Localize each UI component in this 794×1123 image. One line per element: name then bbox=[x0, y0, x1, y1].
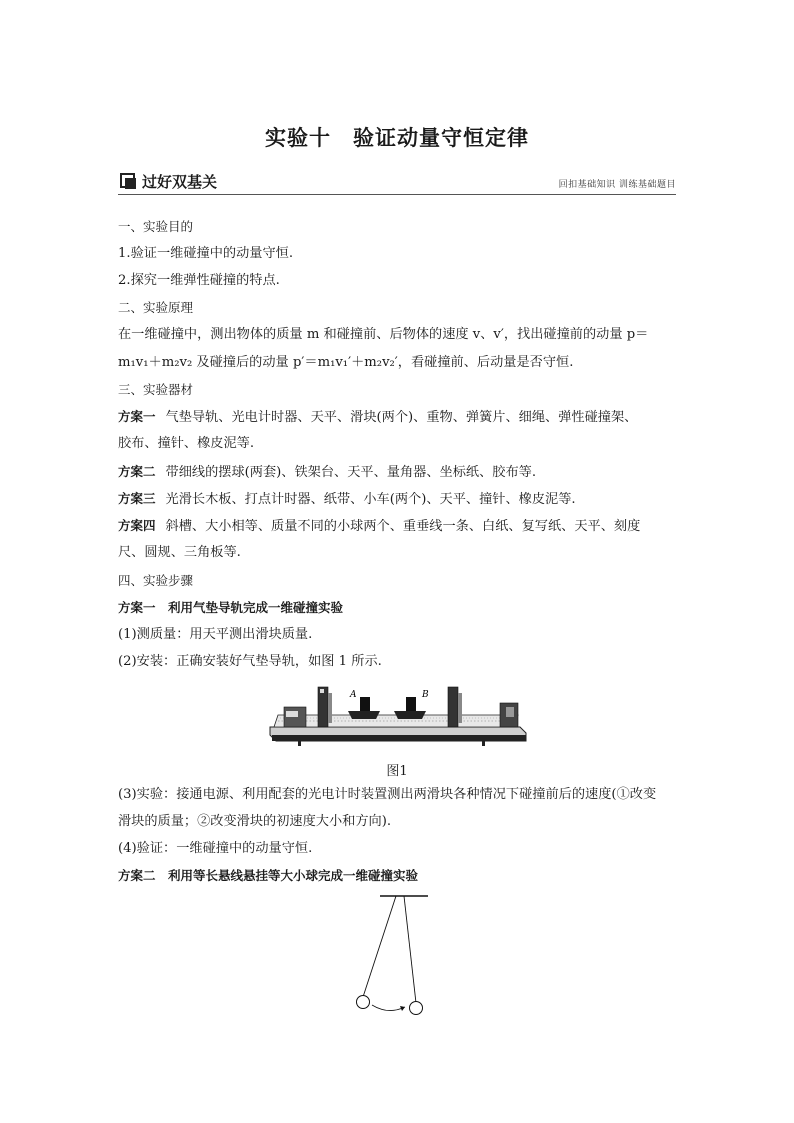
heading-principle: 二、实验原理 bbox=[118, 300, 194, 315]
scheme-label: 方案三 bbox=[118, 491, 156, 506]
heading-steps: 四、实验步骤 bbox=[118, 573, 194, 588]
heading-equipment: 三、实验器材 bbox=[118, 382, 194, 397]
equipment-text: 斜槽、大小相等、质量不同的小球两个、重垂线一条、白纸、复写纸、天平、刻度 bbox=[165, 519, 641, 534]
scheme-2-title: 方案二 利用等长悬线悬挂等大小球完成一维碰撞实验 bbox=[118, 868, 419, 883]
scheme-1-title: 方案一 利用气垫导轨完成一维碰撞实验 bbox=[118, 600, 344, 615]
equipment-scheme-3 bbox=[118, 490, 678, 509]
label-a: A bbox=[350, 690, 357, 700]
scheme-label: 方案二 bbox=[118, 464, 156, 479]
purpose-item-1: 1.验证一维碰撞中的动量守恒. bbox=[118, 246, 294, 261]
principle-text-2: m₁v₁＋m₂v₂ 及碰撞后的动量 p′＝m₁v₁′＋m₂v₂′，看碰撞前、后动量是否守恒. bbox=[118, 355, 574, 370]
heading-purpose: 一、实验目的 bbox=[118, 219, 194, 234]
page-title: 实验十 验证动量守恒定律 bbox=[265, 126, 529, 150]
section-subtitle: 回扣基础知识 训练基础题目 bbox=[558, 180, 676, 190]
equipment-text: 光滑长木板、打点计时器、纸带、小车(两个)、天平、撞针、橡皮泥等. bbox=[165, 492, 576, 507]
pendulum-figure bbox=[350, 893, 440, 1015]
equipment-text: 气垫导轨、光电计时器、天平、滑块(两个)、重物、弹簧片、细绳、弹性碰撞架、 bbox=[165, 410, 638, 425]
purpose-item-2: 2.探究一维弹性碰撞的特点. bbox=[118, 273, 280, 288]
section-title: 过好双基关 bbox=[142, 173, 218, 191]
step-4: (4)验证：一维碰撞中的动量守恒. bbox=[118, 841, 313, 856]
equipment-text: 带细线的摆球(两套)、铁架台、天平、量角器、坐标纸、胶布等. bbox=[165, 465, 537, 480]
step-3: (3)实验：接通电源、利用配套的光电计时装置测出两滑块各种情况下碰撞前后的速度(①改变 bbox=[118, 787, 657, 802]
section-header-bar bbox=[118, 172, 676, 195]
equipment-scheme-1 bbox=[118, 408, 678, 427]
label-b: B bbox=[422, 690, 429, 700]
equipment-scheme-4 bbox=[118, 517, 678, 536]
principle-text-1: 在一维碰撞中，测出物体的质量 m 和碰撞前、后物体的速度 v、v′，找出碰撞前的动量 p＝ bbox=[118, 327, 649, 342]
step-2: (2)安装：正确安装好气垫导轨，如图 1 所示. bbox=[118, 654, 382, 669]
figure-1-caption: 图1 bbox=[386, 764, 408, 779]
equipment-scheme-1-cont: 胶布、撞针、橡皮泥等. bbox=[118, 436, 255, 451]
equipment-scheme-2 bbox=[118, 463, 678, 482]
scheme-label: 方案一 bbox=[118, 409, 156, 424]
air-track-figure bbox=[268, 685, 528, 747]
scheme-label: 方案四 bbox=[118, 518, 156, 533]
step-1: (1)测质量：用天平测出滑块质量. bbox=[118, 627, 313, 642]
equipment-scheme-4-cont: 尺、圆规、三角板等. bbox=[118, 545, 241, 560]
step-3-cont: 滑块的质量；②改变滑块的初速度大小和方向). bbox=[118, 814, 392, 829]
section-icon bbox=[120, 173, 136, 189]
